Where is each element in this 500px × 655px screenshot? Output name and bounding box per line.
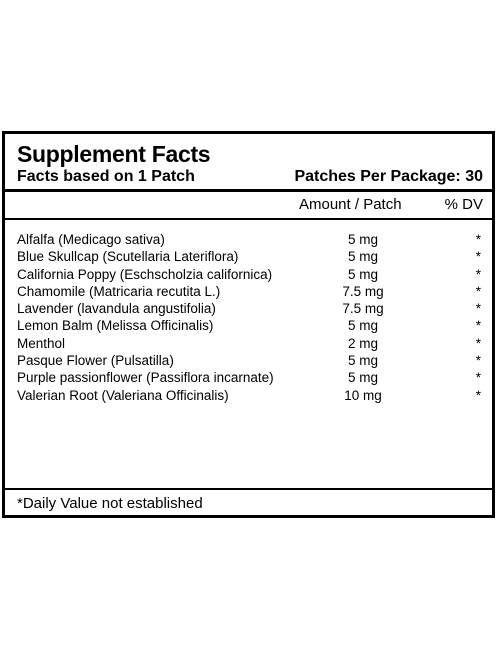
- ingredient-name: Blue Skullcap (Scutellaria Lateriflora): [17, 249, 239, 265]
- ingredient-name: Alfalfa (Medicago sativa): [17, 232, 165, 247]
- ingredient-dv: *: [475, 318, 481, 334]
- ingredient-row: [5, 300, 492, 317]
- ingredient-row: [5, 352, 492, 369]
- ingredient-name: Lemon Balm (Melissa Officinalis): [17, 318, 214, 334]
- ingredient-dv: *: [475, 301, 481, 317]
- ingredient-row: [5, 335, 492, 352]
- ingredient-amount: 7.5 mg: [342, 301, 384, 317]
- ingredient-row: [5, 369, 492, 386]
- ingredient-amount: 5 mg: [347, 232, 379, 247]
- ingredient-dv: *: [475, 370, 481, 386]
- ingredient-amount: 10 mg: [344, 387, 382, 403]
- ingredient-amount: 5 mg: [347, 353, 379, 369]
- serving-basis: Facts based on 1 Patch: [17, 168, 195, 185]
- ingredient-row: [5, 231, 492, 248]
- ingredient-amount: 2 mg: [347, 335, 379, 351]
- header-divider: [5, 218, 492, 220]
- supplement-facts-panel: [2, 131, 495, 518]
- ingredient-amount: 7.5 mg: [342, 283, 384, 299]
- ingredient-name: Pasque Flower (Pulsatilla): [17, 353, 174, 369]
- ingredient-row: [5, 248, 492, 265]
- ingredient-row: [5, 283, 492, 300]
- panel-title: Supplement Facts: [17, 141, 211, 167]
- ingredient-list: [5, 231, 492, 404]
- servings-per-package: Patches Per Package: 30: [294, 168, 483, 185]
- ingredient-dv: *: [475, 335, 481, 351]
- ingredient-amount: 5 mg: [347, 318, 379, 334]
- ingredient-amount: 5 mg: [347, 266, 379, 282]
- daily-value-footnote: *Daily Value not established: [17, 495, 203, 512]
- ingredient-dv: *: [475, 387, 481, 403]
- ingredient-dv: *: [475, 266, 481, 282]
- ingredient-dv: *: [475, 249, 481, 265]
- thick-divider: [5, 189, 492, 192]
- ingredient-name: Valerian Root (Valeriana Officinalis): [17, 387, 229, 403]
- ingredient-row: [5, 317, 492, 334]
- ingredient-row: [5, 266, 492, 283]
- ingredient-name: Menthol: [17, 335, 66, 351]
- daily-value-column-header: % DV: [444, 196, 483, 213]
- ingredient-name: Lavender (lavandula angustifolia): [17, 301, 216, 317]
- ingredient-name: California Poppy (Eschscholzia californica): [17, 266, 273, 282]
- ingredient-row: [5, 387, 492, 404]
- ingredient-dv: *: [475, 353, 481, 369]
- ingredient-name: Chamomile (Matricaria recutita L.): [17, 283, 221, 299]
- amount-column-header: Amount / Patch: [299, 196, 402, 213]
- ingredient-amount: 5 mg: [347, 249, 379, 265]
- ingredient-dv: *: [475, 232, 481, 247]
- ingredient-dv: *: [475, 283, 481, 299]
- ingredient-name: Purple passionflower (Passiflora incarnate): [17, 370, 274, 386]
- footer-divider: [5, 488, 492, 490]
- ingredient-amount: 5 mg: [347, 370, 379, 386]
